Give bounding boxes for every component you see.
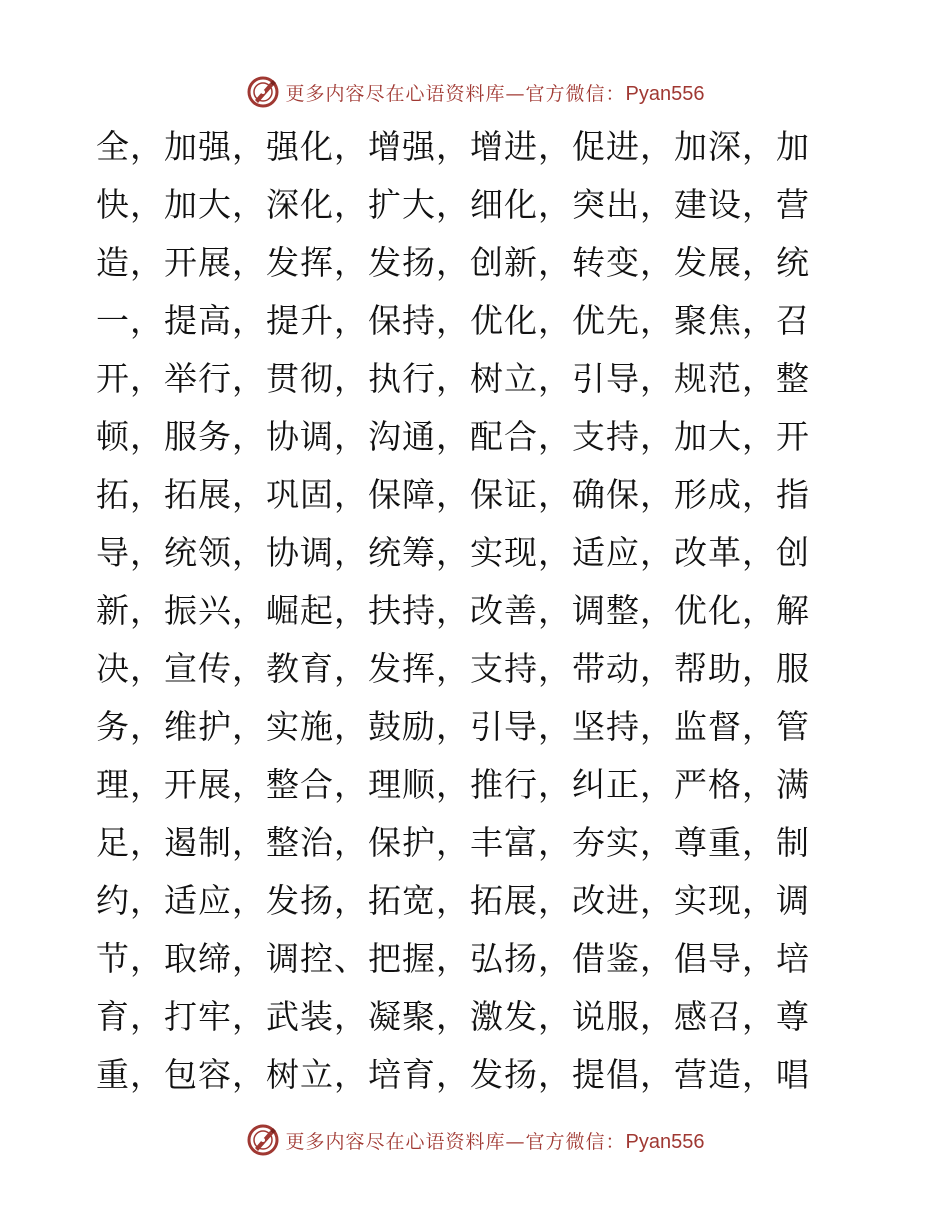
footer-slogan: 更多内容尽在心语资料库—官方微信：Pyan556 (285, 1130, 705, 1153)
text-line: 育，打牢，武装，凝聚，激发，说服，感召，尊 (96, 997, 810, 1036)
pen-logo-icon (246, 1123, 280, 1157)
text-line: 新，振兴，崛起，扶持，改善，调整，优化，解 (96, 591, 810, 630)
text-line: 顿，服务，协调，沟通，配合，支持，加大，开 (96, 417, 810, 456)
footer-wechat-id: Pyan556 (625, 1130, 705, 1153)
header-slogan: 更多内容尽在心语资料库—官方微信：Pyan556 (285, 82, 705, 105)
text-line: 约，适应，发扬，拓宽，拓展，改进，实现，调 (96, 881, 810, 920)
header-wechat-id: Pyan556 (625, 82, 705, 105)
text-line: 拓，拓展，巩固，保障，保证，确保，形成，指 (96, 475, 810, 514)
text-line: 一，提高，提升，保持，优化，优先，聚焦，召 (96, 301, 810, 340)
word-list (96, 118, 856, 1104)
header-banner (0, 72, 950, 112)
text-line: 务，维护，实施，鼓励，引导，坚持，监督，管 (96, 707, 810, 746)
text-line: 快，加大，深化，扩大，细化，突出，建设，营 (96, 185, 810, 224)
text-line: 节，取缔，调控、把握，弘扬，借鉴，倡导，培 (96, 939, 810, 978)
text-line: 全，加强，强化，增强，增进，促进，加深，加 (96, 127, 810, 166)
text-line: 开，举行，贯彻，执行，树立，引导，规范，整 (96, 359, 810, 398)
text-line: 导，统领，协调，统筹，实现，适应，改革，创 (96, 533, 810, 572)
text-line: 重，包容，树立，培育，发扬，提倡，营造，唱 (96, 1055, 810, 1094)
text-line: 决，宣传，教育，发挥，支持，带动，帮助，服 (96, 649, 810, 688)
text-line: 足，遏制，整治，保护，丰富，夯实，尊重，制 (96, 823, 810, 862)
text-line: 造，开展，发挥，发扬，创新，转变，发展，统 (96, 243, 810, 282)
pen-logo-icon (246, 75, 280, 109)
footer-banner (0, 1120, 950, 1160)
text-line: 理，开展，整合，理顺，推行，纠正，严格，满 (96, 765, 810, 804)
